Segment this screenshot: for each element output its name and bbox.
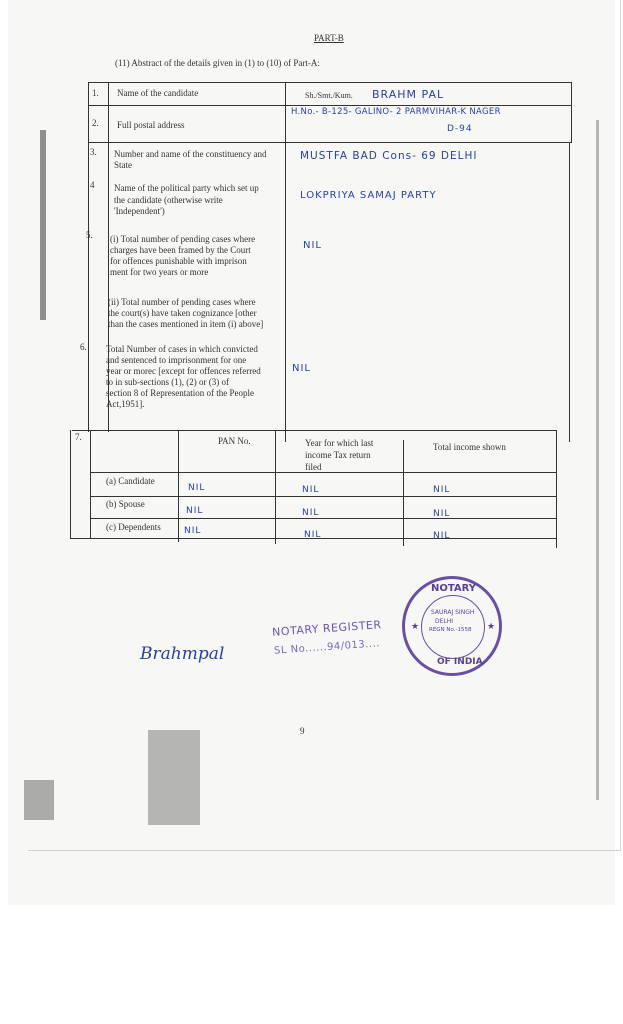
year-header-line3: filed (305, 462, 322, 472)
political-party: LOKPRIYA SAMAJ PARTY (300, 190, 437, 201)
row3-label-line1: Number and name of the constituency and (114, 149, 267, 159)
table-border-top (88, 82, 572, 83)
year-header-line2: income Tax return (305, 450, 371, 460)
year-header-line1: Year for which last (305, 438, 374, 448)
row4-label-line1: Name of the political party which set up (114, 183, 259, 193)
row5-label-line4: ment for two years or more (110, 267, 209, 277)
part-heading: PART-B (314, 33, 344, 43)
stamp-star-right-icon: ★ (487, 621, 496, 631)
row1-num: 1. (92, 88, 99, 98)
dependents-pan: NIL (184, 526, 202, 536)
row5-label-line2: charges have been framed by the Court (110, 245, 251, 255)
notary-register: NOTARY REGISTER (271, 618, 382, 639)
candidate-name: BRAHM PAL (372, 88, 445, 101)
row6-num: 6. (80, 342, 87, 352)
row6-label-line4: to in sub-sections (1), (2) or (3) of (106, 377, 229, 387)
stamp-star-left-icon: ★ (411, 621, 420, 631)
row1-label: Name of the candidate (117, 88, 199, 98)
table-col-value (285, 82, 286, 442)
row7-border-top (72, 430, 557, 431)
row6-label-line5: section 8 of Representation of the People (106, 388, 254, 398)
spouse-label: (b) Spouse (106, 499, 145, 509)
row6-label-line6: Act,1951]. (106, 399, 145, 409)
scan-smudge (148, 730, 200, 825)
row6-label-line2: and sentenced to imprisonment for one (106, 355, 247, 365)
table-border-right (569, 142, 570, 442)
row4-label-line2: the candidate (otherwise write (114, 195, 223, 205)
pending-cases-value: NIL (303, 240, 323, 251)
row7-border-left (70, 430, 71, 538)
intro-text: (11) Abstract of the details given in (1) to (10) of Part-A: (115, 58, 320, 68)
income-header: Total income shown (433, 442, 506, 452)
scan-shadow-right (596, 120, 599, 800)
pan-header: PAN No. (218, 436, 251, 446)
row5-sub-line1: (ii) Total number of pending cases where (108, 297, 256, 307)
stamp-top-text: NOTARY (431, 583, 477, 594)
notary-sl-no: SL No......94/013.... (273, 638, 381, 657)
row4-label-line3: 'Independent') (114, 206, 165, 216)
dependents-income: NIL (433, 531, 451, 541)
signature: Brahmpal (140, 644, 225, 664)
candidate-year: NIL (302, 485, 320, 495)
row5-label-line3: for offences punishable with imprison (110, 256, 247, 266)
row7-border-right (556, 430, 557, 548)
row5-label-line1: (i) Total number of pending cases where (110, 234, 256, 244)
row2-num: 2. (92, 118, 99, 128)
spouse-pan: NIL (186, 506, 204, 516)
row7-divider-3 (90, 518, 556, 519)
row7-divider-2 (90, 496, 556, 497)
spouse-year: NIL (302, 508, 320, 518)
stamp-name: SAURAJ SINGH (431, 609, 475, 616)
row7-col-year (275, 430, 276, 544)
notary-stamp (402, 576, 502, 676)
row4-num: 4 (90, 180, 95, 190)
scan-smudge-corner (24, 780, 54, 820)
spouse-income: NIL (433, 509, 451, 519)
row3-num: 3. (90, 147, 97, 157)
page-number: 9 (300, 726, 305, 736)
row7-col-pan (178, 430, 179, 542)
row7-divider-1 (90, 472, 556, 473)
convicted-cases-value: NIL (292, 363, 312, 374)
row7-col-income (403, 440, 404, 546)
dependents-year: NIL (304, 530, 322, 540)
row1-prefix: Sh./Smt./Kum. (305, 91, 353, 100)
row-divider-2 (88, 142, 572, 143)
row3-label-line2: State (114, 160, 132, 170)
stamp-city: DELHI (435, 618, 454, 625)
row7-col-num (90, 430, 91, 538)
candidate-label: (a) Candidate (106, 476, 155, 486)
address-line2: D-94 (447, 124, 473, 134)
table-border-right-top (571, 82, 572, 142)
dependents-label: (c) Dependents (106, 522, 161, 532)
row5-num: 5. (86, 230, 93, 240)
row6-label-line3: year or morec [except for offences referred (106, 366, 261, 376)
row6-label-line1: Total Number of cases in which convicted (106, 344, 258, 354)
address-line1: H.No.- B-125- GALINO- 2 PARMVIHAR-K NAGER (291, 107, 501, 117)
candidate-income: NIL (433, 485, 451, 495)
stamp-bottom-text: OF INDIA (437, 657, 483, 667)
row7-num: 7. (75, 432, 82, 442)
table-border-left (88, 82, 89, 432)
constituency: MUSTFA BAD Cons- 69 DELHI (300, 150, 478, 162)
row-divider-1 (88, 105, 572, 106)
row5-sub-line3: than the cases mentioned in item (i) above] (108, 319, 264, 329)
stamp-regn: REGN No.-1558 (429, 627, 472, 633)
row5-sub-line2: the court(s) have taken cognizance [other (108, 308, 257, 318)
scan-shadow-left (40, 130, 46, 320)
candidate-pan: NIL (188, 483, 206, 493)
row2-label: Full postal address (117, 120, 185, 130)
